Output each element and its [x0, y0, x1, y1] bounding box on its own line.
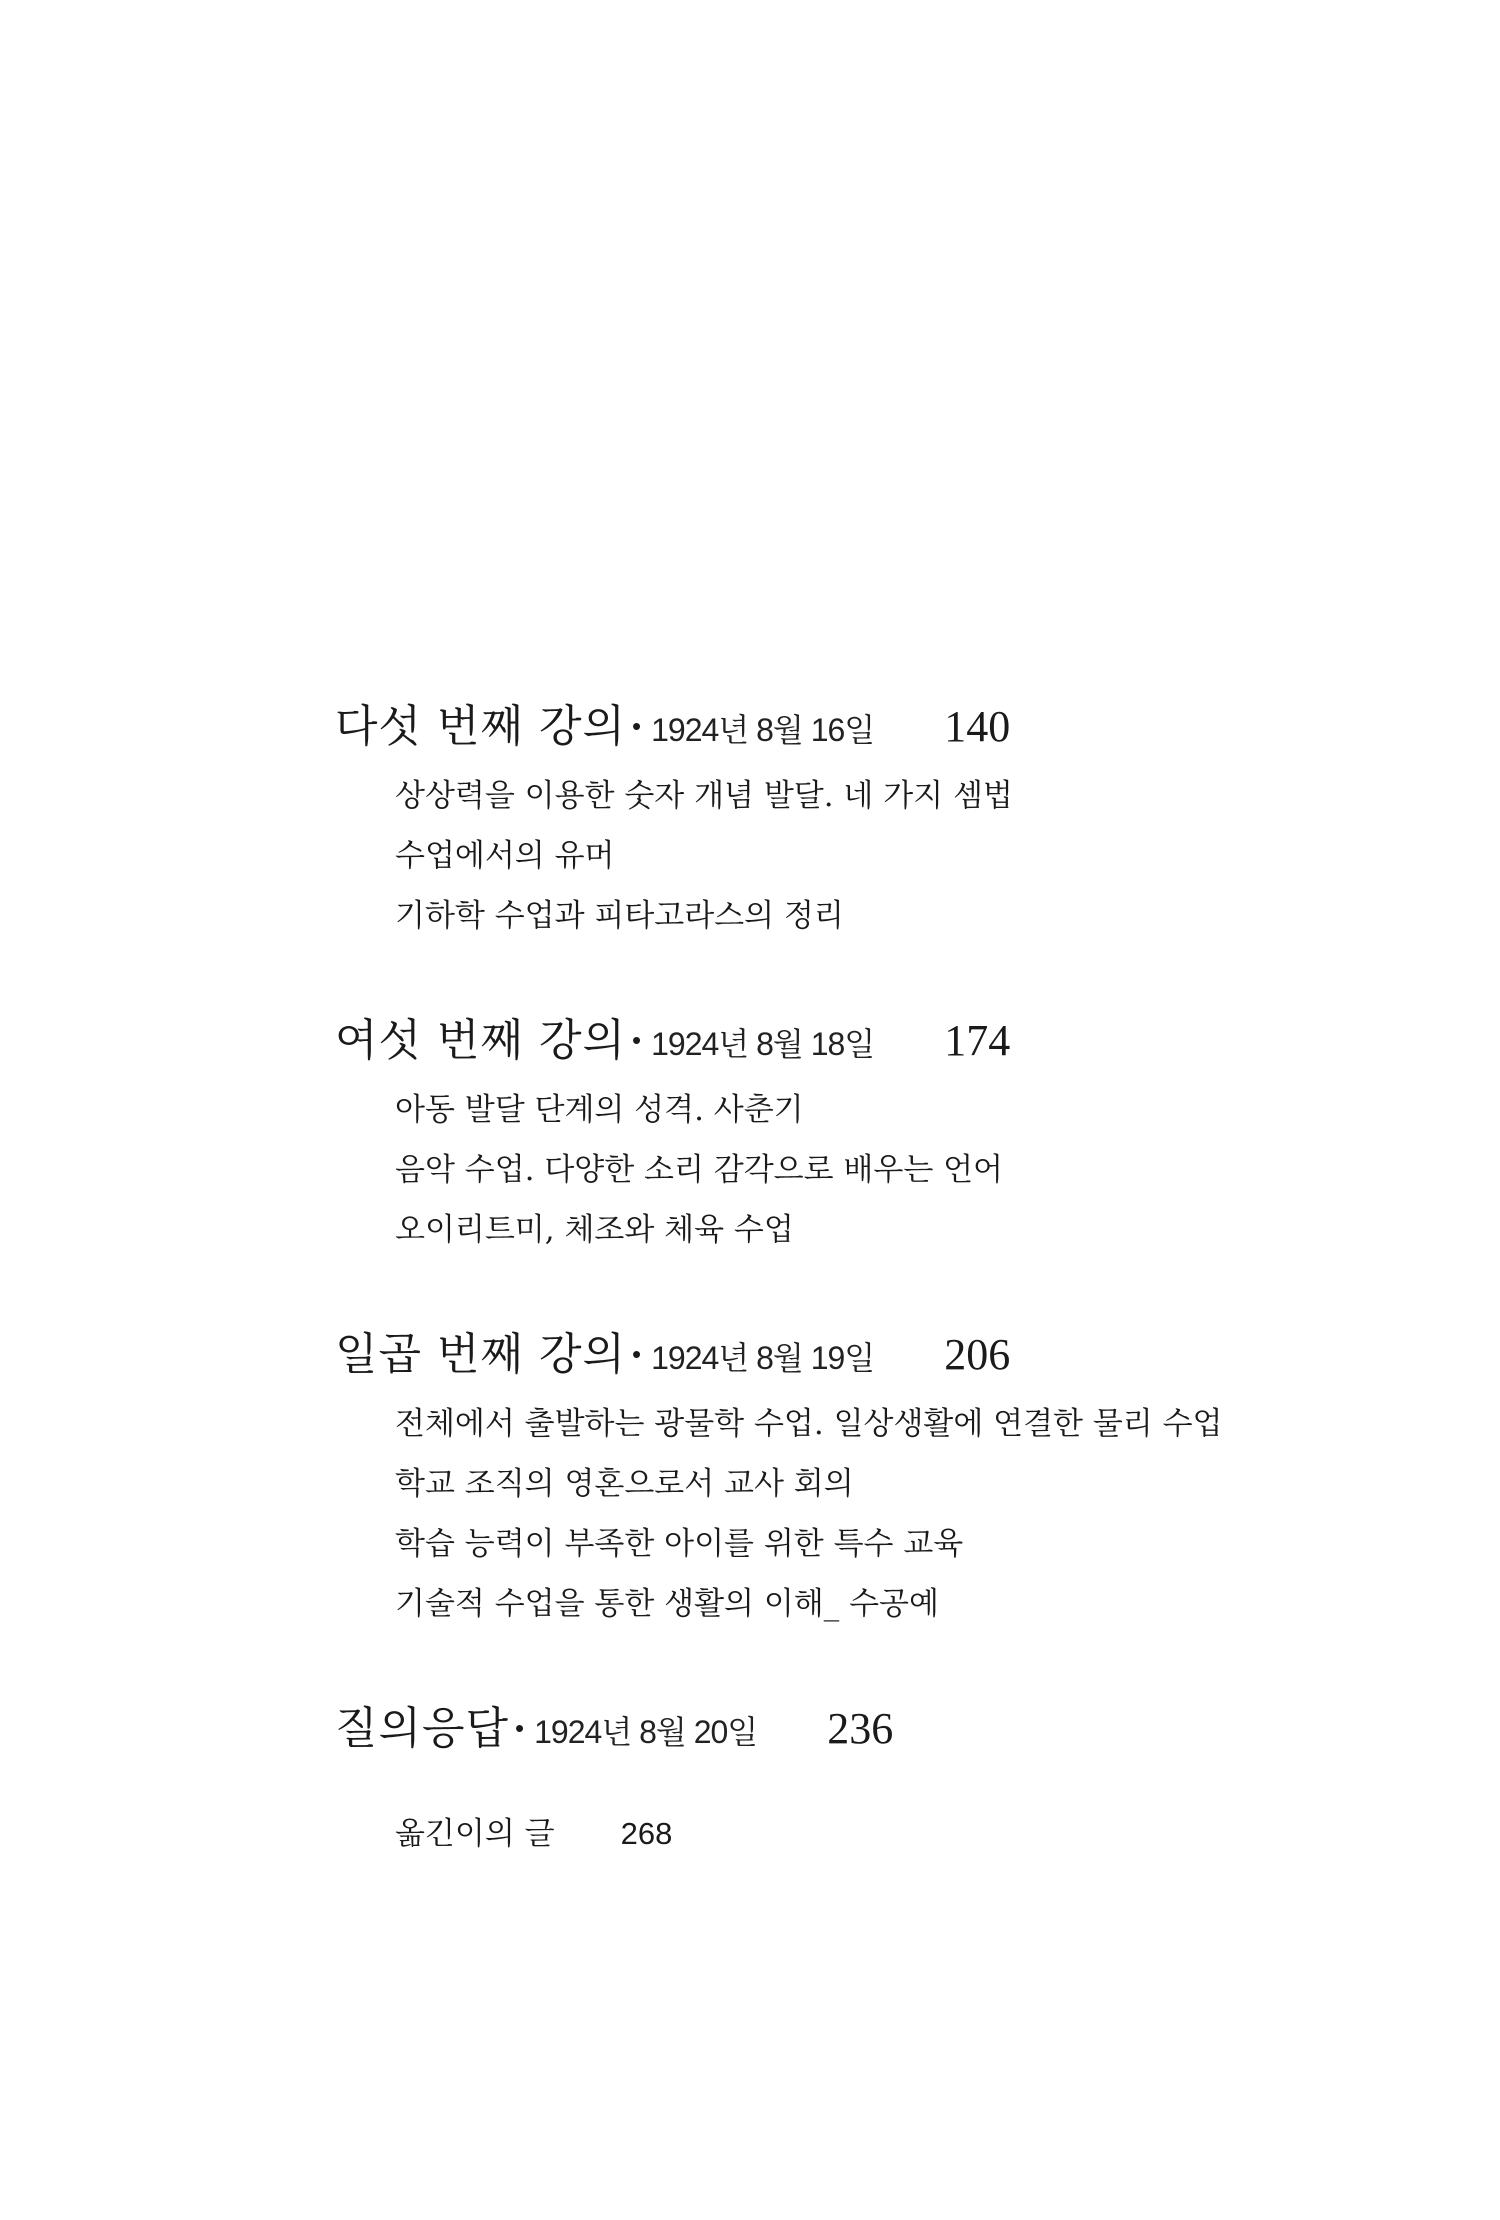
- section-title: 다섯 번째 강의: [335, 701, 626, 752]
- section-date: 1924년 8월 20일: [534, 1714, 758, 1750]
- section-title: 질의응답: [335, 1703, 510, 1754]
- toc-section-qna: [335, 1692, 1435, 1768]
- topic-item: 상상력을 이용한 숫자 개념 발달. 네 가지 셈법: [395, 778, 1013, 814]
- section-title: 여섯 번째 강의: [335, 1015, 626, 1066]
- topic-item: 아동 발달 단계의 성격. 사춘기: [395, 1092, 804, 1128]
- topic-item: 음악 수업. 다양한 소리 감각으로 배우는 언어: [395, 1152, 1004, 1188]
- page-number: 236: [827, 1704, 894, 1753]
- topic-item: 학교 조직의 영혼으로서 교사 회의: [395, 1466, 854, 1502]
- table-of-contents: [335, 690, 1435, 1853]
- topic-item: 전체에서 출발하는 광물학 수업. 일상생활에 연결한 물리 수업: [395, 1406, 1223, 1442]
- section-date: 1924년 8월 19일: [651, 1340, 875, 1376]
- topic-list: [335, 1080, 1435, 1260]
- section-date: 1924년 8월 16일: [651, 712, 875, 748]
- topic-item: 오이리트미, 체조와 체육 수업: [395, 1212, 794, 1248]
- toc-afterword: [335, 1808, 1435, 1853]
- afterword-label: 옮긴이의 글: [395, 1816, 555, 1852]
- section-heading: [335, 1004, 1435, 1080]
- topic-list: [335, 766, 1435, 946]
- topic-list: [335, 1394, 1435, 1634]
- section-date: 1924년 8월 18일: [651, 1026, 875, 1062]
- bullet: •: [632, 1025, 642, 1055]
- topic-item: 학습 능력이 부족한 아이를 위한 특수 교육: [395, 1526, 964, 1562]
- bullet: •: [632, 1339, 642, 1369]
- page-number: 206: [944, 1330, 1011, 1379]
- section-heading: [335, 690, 1435, 766]
- toc-section-lecture-7: [335, 1318, 1435, 1634]
- bullet: •: [515, 1713, 525, 1743]
- topic-item: 수업에서의 유머: [395, 838, 615, 874]
- page-number: 140: [944, 702, 1011, 751]
- topic-item: 기하학 수업과 피타고라스의 정리: [395, 898, 844, 934]
- page-number: 268: [620, 1816, 673, 1851]
- page-number: 174: [944, 1016, 1011, 1065]
- section-title: 일곱 번째 강의: [335, 1329, 626, 1380]
- section-heading: [335, 1692, 1435, 1768]
- topic-item: 기술적 수업을 통한 생활의 이해_ 수공예: [395, 1586, 939, 1622]
- section-heading: [335, 1318, 1435, 1394]
- bullet: •: [632, 711, 642, 741]
- toc-section-lecture-5: [335, 690, 1435, 946]
- toc-section-lecture-6: [335, 1004, 1435, 1260]
